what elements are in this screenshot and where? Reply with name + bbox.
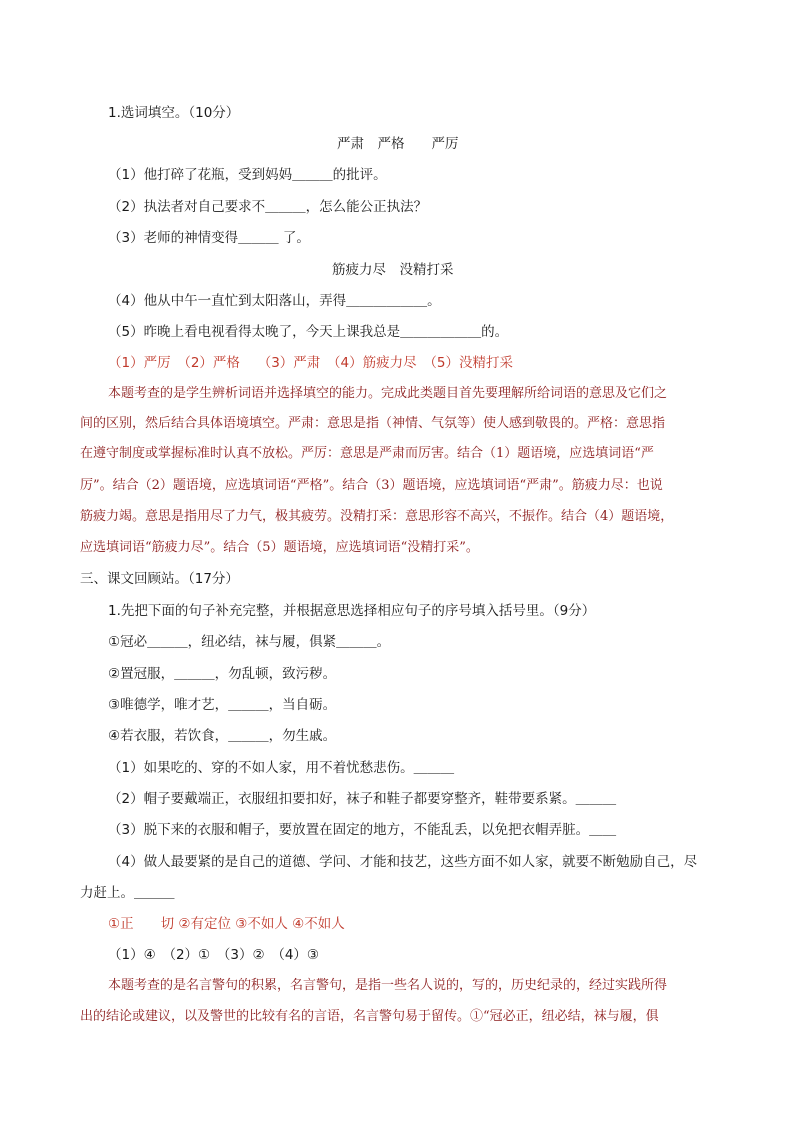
sentence-2: ②置冠服，＿＿＿，勿乱顿，致污秽。: [108, 666, 337, 682]
q1-item-4: （4）他从中午一直忙到太阳落山，弄得＿＿＿＿＿＿。: [108, 293, 441, 309]
sentence-3: ③唯德学，唯才艺，＿＿＿，当自砺。: [108, 697, 337, 713]
s3-explanation-line-2: 出的结论或建议，以及警世的比较有名的言语，名言警句易于留传。①“冠必正，纽必结，袜与履，俱: [80, 1009, 659, 1024]
q1-item-1: （1）他打碎了花瓶，受到妈妈＿＿＿的批评。: [108, 167, 387, 183]
q1-explanation-line-1: 本题考查的是学生辨析词语并选择填空的能力。完成此类题目首先要理解所给词语的意思及它们之: [108, 386, 668, 401]
q1-item-5: （5）昨晚上看电视看得太晚了，今天上课我总是＿＿＿＿＿＿的。: [108, 324, 509, 340]
s3-explanation-line-1: 本题考查的是名言警句的积累，名言警句，是指一些名人说的，写的，历史纪录的，经过实践所得: [108, 978, 668, 993]
sentence-1: ①冠必＿＿＿，纽必结，袜与履，俱紧＿＿＿。: [108, 634, 391, 650]
meaning-4-line-2: 力赶上。＿＿＿: [80, 885, 175, 901]
q1-explanation-line-3: 在遵守制度或掌握标准时认真不放松。严厉：意思是严肃而厉害。结合（1）题语境，应选填词语“严: [80, 446, 654, 461]
q1-item-2: （2）执法者对自己要求不＿＿＿，怎么能公正执法？: [108, 199, 428, 215]
section-3-heading: 三、课文回顾站。（17分）: [80, 571, 239, 587]
s3-q1-title: 1.先把下面的句子补充完整，并根据意思选择相应句子的序号填入括号里。（9分）: [108, 603, 596, 619]
q1-explanation-line-5: 筋疲力竭。意思是指用尽了力气，极其疲劳。没精打采：意思形容不高兴，不振作。结合（4）题语境，: [80, 509, 674, 524]
meaning-1: （1）如果吃的、穿的不如人家，用不着忧愁悲伤。＿＿＿: [108, 760, 455, 776]
s3-answer-match: （1）④ （2）① （3）② （4）③: [108, 947, 320, 963]
sentence-4: ④若衣服，若饮食，＿＿＿，勿生戚。: [108, 728, 337, 744]
meaning-4-line-1: （4）做人最要紧的是自己的道德、学问、才能和技艺，这些方面不如人家，就要不断勉励自己，尽: [108, 854, 698, 870]
word-options-2: 筋疲力尽 没精打采: [332, 262, 454, 278]
q1-title: 1.选词填空。（10分）: [108, 105, 240, 121]
word-options-1: 严肃 严格 严厉: [337, 136, 459, 152]
s3-answer-fill: ①正 切 ②有定位 ③不如人 ④不如人: [108, 916, 345, 932]
meaning-2: （2）帽子要戴端正，衣服纽扣要扣好，袜子和鞋子都要穿整齐，鞋带要系紧。＿＿＿: [108, 791, 617, 807]
q1-explanation-line-6: 应选填词语“筋疲力尽”。结合（5）题语境，应选填词语“没精打采”。: [80, 540, 479, 555]
q1-item-3: （3）老师的神情变得＿＿＿ 了。: [108, 230, 310, 246]
meaning-3: （3）脱下来的衣服和帽子，要放置在固定的地方，不能乱丢，以免把衣帽弄脏。＿＿: [108, 822, 617, 838]
q1-explanation-line-2: 间的区别，然后结合具体语境填空。严肃：意思是指（神情、气氛等）使人感到敬畏的。严格：意思指: [80, 416, 666, 431]
q1-answer: （1）严厉 （2）严格 （3）严肃 （4）筋疲力尽 （5）没精打采: [108, 355, 513, 371]
q1-explanation-line-4: 厉”。结合（2）题语境，应选填词语“严格”。结合（3）题语境，应选填词语“严肃”。筋疲力尽：也说: [80, 478, 663, 493]
